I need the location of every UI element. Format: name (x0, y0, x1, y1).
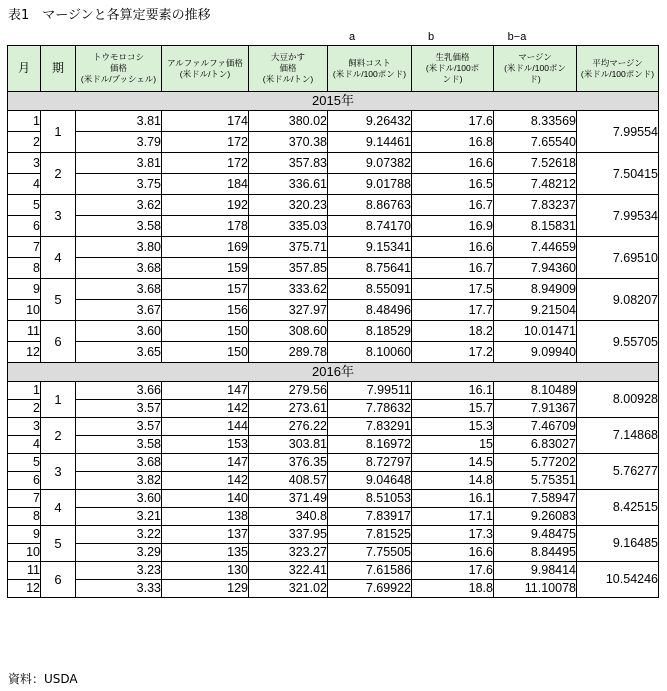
alfalfa-price-cell: 150 (162, 342, 249, 363)
table-row (8, 237, 659, 258)
margin-cell: 8.10489 (494, 382, 577, 400)
avg-margin-cell: 8.42515 (577, 490, 659, 526)
soymeal-price-cell: 340.8 (249, 508, 328, 526)
feed-cost-cell: 7.83917 (328, 508, 412, 526)
soymeal-price-cell: 276.22 (249, 418, 328, 436)
corn-price-cell: 3.65 (76, 342, 162, 363)
feed-cost-cell: 9.04648 (328, 472, 412, 490)
month-cell: 10 (8, 300, 41, 321)
feed-cost-cell: 7.83291 (328, 418, 412, 436)
corn-price-cell: 3.66 (76, 382, 162, 400)
milk-price-cell: 14.5 (412, 454, 494, 472)
milk-price-cell: 15.7 (412, 400, 494, 418)
margin-cell: 7.58947 (494, 490, 577, 508)
soymeal-price-cell: 303.81 (249, 436, 328, 454)
soymeal-price-cell: 380.02 (249, 111, 328, 132)
milk-price-cell: 16.6 (412, 153, 494, 174)
table-row (8, 472, 659, 490)
avg-margin-cell: 9.16485 (577, 526, 659, 562)
header-corn: トウモロコシ 価格 (米ドル/ブッシェル) (76, 46, 162, 92)
corn-price-cell: 3.21 (76, 508, 162, 526)
margin-cell: 11.10078 (494, 580, 577, 598)
soymeal-price-cell: 336.61 (249, 174, 328, 195)
avg-margin-cell: 5.76277 (577, 454, 659, 490)
period-cell: 6 (41, 321, 76, 363)
margin-cell: 9.48475 (494, 526, 577, 544)
margin-cell: 9.21504 (494, 300, 577, 321)
table-title: 表1 マージンと各算定要素の推移 (8, 8, 211, 23)
column-letter-b: b (427, 31, 435, 43)
corn-price-cell: 3.60 (76, 321, 162, 342)
corn-price-cell: 3.67 (76, 300, 162, 321)
avg-margin-cell: 9.08207 (577, 279, 659, 321)
margin-cell: 8.15831 (494, 216, 577, 237)
soymeal-price-cell: 408.57 (249, 472, 328, 490)
soymeal-price-cell: 289.78 (249, 342, 328, 363)
table-row (8, 382, 659, 400)
margin-cell: 6.83027 (494, 436, 577, 454)
corn-price-cell: 3.33 (76, 580, 162, 598)
soymeal-price-cell: 370.38 (249, 132, 328, 153)
table-row (8, 490, 659, 508)
milk-price-cell: 16.5 (412, 174, 494, 195)
milk-price-cell: 16.6 (412, 544, 494, 562)
month-cell: 12 (8, 580, 41, 598)
milk-price-cell: 16.7 (412, 258, 494, 279)
header-period: 期 (41, 46, 76, 92)
corn-price-cell: 3.82 (76, 472, 162, 490)
margin-cell: 8.94909 (494, 279, 577, 300)
month-cell: 5 (8, 454, 41, 472)
feed-cost-cell: 8.55091 (328, 279, 412, 300)
corn-price-cell: 3.68 (76, 454, 162, 472)
period-cell: 3 (41, 454, 76, 490)
alfalfa-price-cell: 192 (162, 195, 249, 216)
feed-cost-cell: 9.07382 (328, 153, 412, 174)
alfalfa-price-cell: 172 (162, 153, 249, 174)
month-cell: 10 (8, 544, 41, 562)
month-cell: 12 (8, 342, 41, 363)
alfalfa-price-cell: 174 (162, 111, 249, 132)
margin-cell: 5.75351 (494, 472, 577, 490)
milk-price-cell: 15 (412, 436, 494, 454)
alfalfa-price-cell: 147 (162, 382, 249, 400)
avg-margin-cell: 7.69510 (577, 237, 659, 279)
feed-cost-cell: 7.81525 (328, 526, 412, 544)
corn-price-cell: 3.75 (76, 174, 162, 195)
month-cell: 3 (8, 153, 41, 174)
milk-price-cell: 16.9 (412, 216, 494, 237)
corn-price-cell: 3.80 (76, 237, 162, 258)
soymeal-price-cell: 335.03 (249, 216, 328, 237)
table-row (8, 508, 659, 526)
soymeal-price-cell: 279.56 (249, 382, 328, 400)
year-label: 2016年 (8, 363, 659, 382)
table-row (8, 454, 659, 472)
feed-cost-cell: 7.75505 (328, 544, 412, 562)
alfalfa-price-cell: 129 (162, 580, 249, 598)
table-row (8, 195, 659, 216)
soymeal-price-cell: 357.83 (249, 153, 328, 174)
milk-price-cell: 17.6 (412, 111, 494, 132)
soymeal-price-cell: 371.49 (249, 490, 328, 508)
month-cell: 9 (8, 526, 41, 544)
margin-cell: 7.44659 (494, 237, 577, 258)
corn-price-cell: 3.29 (76, 544, 162, 562)
soymeal-price-cell: 357.85 (249, 258, 328, 279)
alfalfa-price-cell: 147 (162, 454, 249, 472)
alfalfa-price-cell: 156 (162, 300, 249, 321)
milk-price-cell: 17.1 (412, 508, 494, 526)
header-feed-cost: 飼料コスト (米ドル/100ポンド) (328, 46, 412, 92)
milk-price-cell: 17.5 (412, 279, 494, 300)
period-cell: 5 (41, 526, 76, 562)
month-cell: 8 (8, 258, 41, 279)
alfalfa-price-cell: 130 (162, 562, 249, 580)
margin-cell: 5.77202 (494, 454, 577, 472)
alfalfa-price-cell: 178 (162, 216, 249, 237)
soymeal-price-cell: 321.02 (249, 580, 328, 598)
corn-price-cell: 3.79 (76, 132, 162, 153)
header-alfalfa: アルファルファ価格 (米ドル/トン) (162, 46, 249, 92)
milk-price-cell: 18.8 (412, 580, 494, 598)
table-row (8, 258, 659, 279)
month-cell: 6 (8, 472, 41, 490)
soymeal-price-cell: 375.71 (249, 237, 328, 258)
alfalfa-price-cell: 142 (162, 472, 249, 490)
period-cell: 6 (41, 562, 76, 598)
corn-price-cell: 3.58 (76, 216, 162, 237)
year-row (8, 92, 659, 111)
table-row (8, 562, 659, 580)
header-row (8, 46, 659, 92)
margin-cell: 7.83237 (494, 195, 577, 216)
table-row (8, 132, 659, 153)
milk-price-cell: 15.3 (412, 418, 494, 436)
month-cell: 2 (8, 400, 41, 418)
feed-cost-cell: 9.14461 (328, 132, 412, 153)
margin-cell: 9.09940 (494, 342, 577, 363)
soymeal-price-cell: 320.23 (249, 195, 328, 216)
month-cell: 7 (8, 237, 41, 258)
milk-price-cell: 16.8 (412, 132, 494, 153)
soymeal-price-cell: 333.62 (249, 279, 328, 300)
table-body (8, 92, 659, 598)
period-cell: 2 (41, 418, 76, 454)
corn-price-cell: 3.58 (76, 436, 162, 454)
milk-price-cell: 17.6 (412, 562, 494, 580)
period-cell: 2 (41, 153, 76, 195)
header-avg-margin: 平均マージン (米ドル/100ポンド) (577, 46, 659, 92)
alfalfa-price-cell: 184 (162, 174, 249, 195)
soymeal-price-cell: 376.35 (249, 454, 328, 472)
feed-cost-cell: 8.75641 (328, 258, 412, 279)
alfalfa-price-cell: 140 (162, 490, 249, 508)
table-row (8, 111, 659, 132)
avg-margin-cell: 10.54246 (577, 562, 659, 598)
table-row (8, 400, 659, 418)
feed-cost-cell: 8.18529 (328, 321, 412, 342)
alfalfa-price-cell: 135 (162, 544, 249, 562)
avg-margin-cell: 7.50415 (577, 153, 659, 195)
avg-margin-cell: 7.99534 (577, 195, 659, 237)
milk-price-cell: 16.1 (412, 382, 494, 400)
column-letter-a: a (348, 31, 356, 43)
column-letter-row (0, 31, 667, 45)
year-label: 2015年 (8, 92, 659, 111)
margin-table (7, 45, 659, 598)
alfalfa-price-cell: 153 (162, 436, 249, 454)
milk-price-cell: 16.7 (412, 195, 494, 216)
column-letter-b-minus-a: b−a (507, 31, 527, 43)
feed-cost-cell: 7.69922 (328, 580, 412, 598)
month-cell: 11 (8, 562, 41, 580)
feed-cost-cell: 8.72797 (328, 454, 412, 472)
soymeal-price-cell: 273.61 (249, 400, 328, 418)
month-cell: 2 (8, 132, 41, 153)
milk-price-cell: 17.3 (412, 526, 494, 544)
table-row (8, 526, 659, 544)
month-cell: 5 (8, 195, 41, 216)
soymeal-price-cell: 327.97 (249, 300, 328, 321)
period-cell: 4 (41, 237, 76, 279)
table-row (8, 544, 659, 562)
corn-price-cell: 3.57 (76, 400, 162, 418)
margin-cell: 10.01471 (494, 321, 577, 342)
avg-margin-cell: 7.14868 (577, 418, 659, 454)
alfalfa-price-cell: 142 (162, 400, 249, 418)
feed-cost-cell: 8.10060 (328, 342, 412, 363)
margin-cell: 9.98414 (494, 562, 577, 580)
month-cell: 4 (8, 174, 41, 195)
month-cell: 8 (8, 508, 41, 526)
feed-cost-cell: 8.16972 (328, 436, 412, 454)
corn-price-cell: 3.23 (76, 562, 162, 580)
period-cell: 1 (41, 382, 76, 418)
period-cell: 5 (41, 279, 76, 321)
feed-cost-cell: 8.51053 (328, 490, 412, 508)
table-row (8, 342, 659, 363)
milk-price-cell: 16.6 (412, 237, 494, 258)
avg-margin-cell: 8.00928 (577, 382, 659, 418)
milk-price-cell: 18.2 (412, 321, 494, 342)
feed-cost-cell: 9.01788 (328, 174, 412, 195)
feed-cost-cell: 9.15341 (328, 237, 412, 258)
feed-cost-cell: 7.61586 (328, 562, 412, 580)
avg-margin-cell: 9.55705 (577, 321, 659, 363)
corn-price-cell: 3.68 (76, 279, 162, 300)
feed-cost-cell: 8.74170 (328, 216, 412, 237)
month-cell: 1 (8, 382, 41, 400)
feed-cost-cell: 7.99511 (328, 382, 412, 400)
corn-price-cell: 3.81 (76, 153, 162, 174)
table-row (8, 174, 659, 195)
header-milk-price: 生乳価格 (米ドル/100ポ ンド) (412, 46, 494, 92)
milk-price-cell: 14.8 (412, 472, 494, 490)
soymeal-price-cell: 323.27 (249, 544, 328, 562)
alfalfa-price-cell: 144 (162, 418, 249, 436)
feed-cost-cell: 9.26432 (328, 111, 412, 132)
month-cell: 7 (8, 490, 41, 508)
margin-cell: 8.84495 (494, 544, 577, 562)
month-cell: 3 (8, 418, 41, 436)
alfalfa-price-cell: 137 (162, 526, 249, 544)
alfalfa-price-cell: 169 (162, 237, 249, 258)
feed-cost-cell: 7.78632 (328, 400, 412, 418)
alfalfa-price-cell: 172 (162, 132, 249, 153)
table-row (8, 418, 659, 436)
margin-cell: 7.48212 (494, 174, 577, 195)
period-cell: 3 (41, 195, 76, 237)
margin-cell: 7.52618 (494, 153, 577, 174)
margin-cell: 7.91367 (494, 400, 577, 418)
month-cell: 1 (8, 111, 41, 132)
alfalfa-price-cell: 138 (162, 508, 249, 526)
feed-cost-cell: 8.48496 (328, 300, 412, 321)
corn-price-cell: 3.22 (76, 526, 162, 544)
margin-cell: 8.33569 (494, 111, 577, 132)
header-margin: マージン (米ドル/100ポン ド) (494, 46, 577, 92)
corn-price-cell: 3.57 (76, 418, 162, 436)
soymeal-price-cell: 308.60 (249, 321, 328, 342)
corn-price-cell: 3.68 (76, 258, 162, 279)
avg-margin-cell: 7.99554 (577, 111, 659, 153)
month-cell: 9 (8, 279, 41, 300)
milk-price-cell: 17.7 (412, 300, 494, 321)
year-row (8, 363, 659, 382)
margin-cell: 9.26083 (494, 508, 577, 526)
table-row (8, 580, 659, 598)
feed-cost-cell: 8.86763 (328, 195, 412, 216)
margin-cell: 7.65540 (494, 132, 577, 153)
table-row (8, 279, 659, 300)
corn-price-cell: 3.60 (76, 490, 162, 508)
source-note: 資料：USDA (8, 672, 78, 686)
month-cell: 11 (8, 321, 41, 342)
table-row (8, 436, 659, 454)
milk-price-cell: 17.2 (412, 342, 494, 363)
alfalfa-price-cell: 157 (162, 279, 249, 300)
corn-price-cell: 3.81 (76, 111, 162, 132)
table-row (8, 300, 659, 321)
header-month: 月 (8, 46, 41, 92)
margin-cell: 7.46709 (494, 418, 577, 436)
margin-cell: 7.94360 (494, 258, 577, 279)
month-cell: 6 (8, 216, 41, 237)
header-soymeal: 大豆かす 価格 (米ドル/トン) (249, 46, 328, 92)
soymeal-price-cell: 337.95 (249, 526, 328, 544)
month-cell: 4 (8, 436, 41, 454)
table-row (8, 321, 659, 342)
soymeal-price-cell: 322.41 (249, 562, 328, 580)
corn-price-cell: 3.62 (76, 195, 162, 216)
table-row (8, 153, 659, 174)
alfalfa-price-cell: 159 (162, 258, 249, 279)
period-cell: 1 (41, 111, 76, 153)
milk-price-cell: 16.1 (412, 490, 494, 508)
period-cell: 4 (41, 490, 76, 526)
alfalfa-price-cell: 150 (162, 321, 249, 342)
table-row (8, 216, 659, 237)
